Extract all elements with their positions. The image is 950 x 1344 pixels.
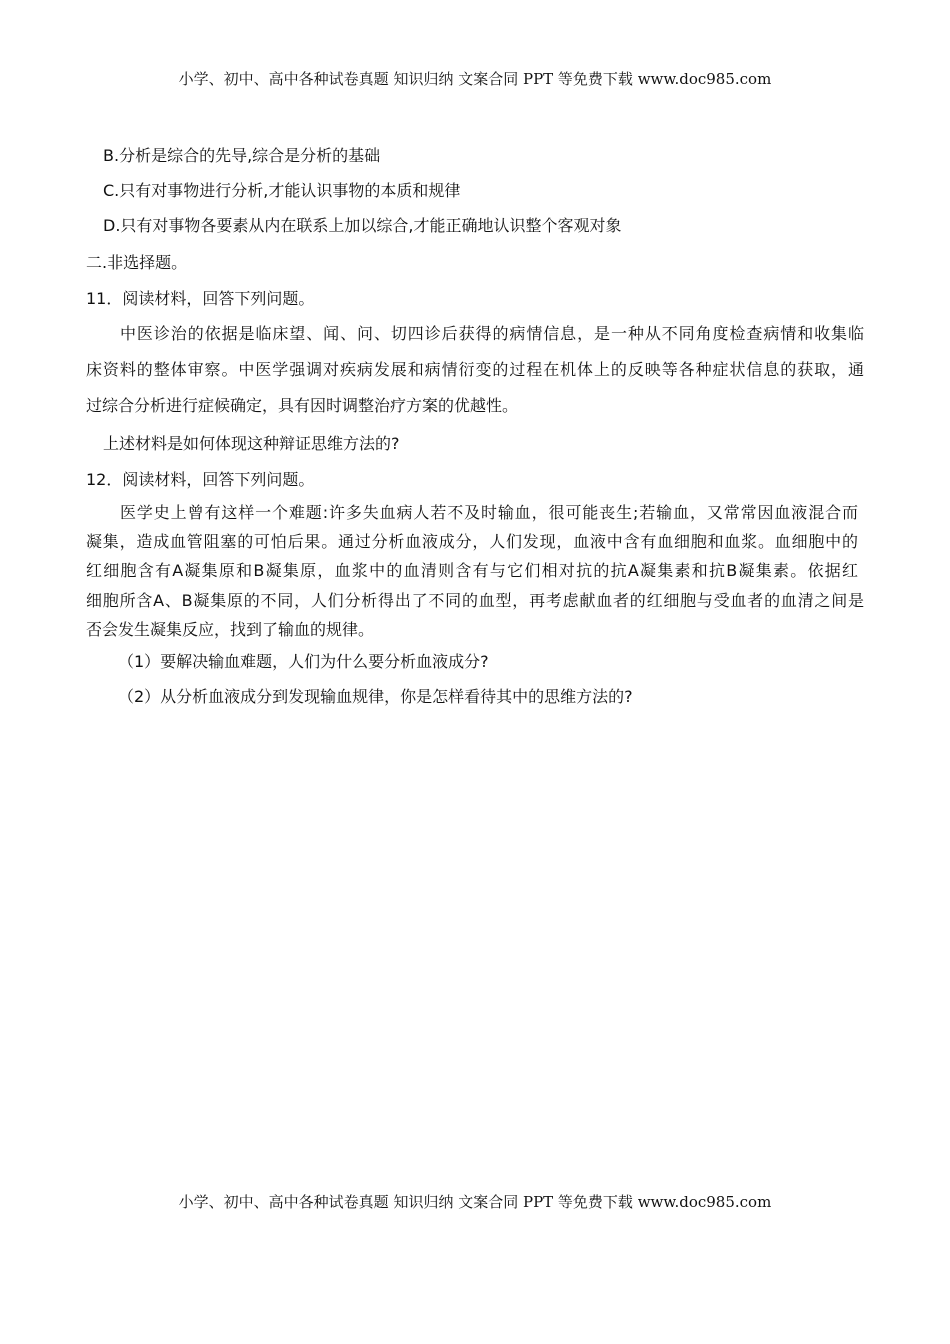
q12-sub-question-2: （2）从分析血液成分到发现输血规律，你是怎样看待其中的思维方法的? (118, 687, 633, 706)
q11-paragraph-line: 床资料的整体审察。中医学强调对疾病发展和病情衍变的过程在机体上的反映等各种症状信息的获取，通 (86, 360, 864, 379)
option-c: C.只有对事物进行分析,才能认识事物的本质和规律 (103, 181, 461, 200)
q11-question: 上述材料是如何体现这种辩证思维方法的? (103, 434, 400, 453)
section-title: 二.非选择题。 (86, 253, 188, 272)
q12-paragraph-line: 医学史上曾有这样一个难题:许多失血病人若不及时输血，很可能丧生;若输血，又常常因血液混合而 (120, 503, 858, 522)
option-b: B.分析是综合的先导,综合是分析的基础 (103, 146, 381, 165)
page-footer: 小学、初中、高中各种试卷真题 知识归纳 文案合同 PPT 等免费下载 www.doc985.com (178, 1193, 772, 1211)
q11-title: 11．阅读材料，回答下列问题。 (86, 289, 315, 308)
q12-paragraph-line: 细胞所含A、B凝集原的不同，人们分析得出了不同的血型，再考虑献血者的红细胞与受血者的血清之间是 (86, 591, 864, 610)
q11-paragraph-line: 过综合分析进行症候确定，具有因时调整治疗方案的优越性。 (86, 396, 519, 415)
q12-paragraph-line: 凝集，造成血管阻塞的可怕后果。通过分析血液成分，人们发现，血液中含有血细胞和血浆。血细胞中的 (86, 532, 858, 551)
page-header: 小学、初中、高中各种试卷真题 知识归纳 文案合同 PPT 等免费下载 www.doc985.com (178, 70, 772, 88)
q12-paragraph-line: 红细胞含有A凝集原和B凝集原，血浆中的血清则含有与它们相对抗的抗A凝集素和抗B凝集素。依据红 (86, 561, 858, 580)
q12-sub-question-1: （1）要解决输血难题，人们为什么要分析血液成分? (118, 652, 489, 671)
q11-paragraph-line: 中医诊治的依据是临床望、闻、问、切四诊后获得的病情信息，是一种从不同角度检查病情和收集临 (120, 324, 864, 343)
q12-title: 12．阅读材料，回答下列问题。 (86, 470, 315, 489)
q12-paragraph-line: 否会发生凝集反应，找到了输血的规律。 (86, 620, 375, 639)
option-d: D.只有对事物各要素从内在联系上加以综合,才能正确地认识整个客观对象 (103, 216, 622, 235)
